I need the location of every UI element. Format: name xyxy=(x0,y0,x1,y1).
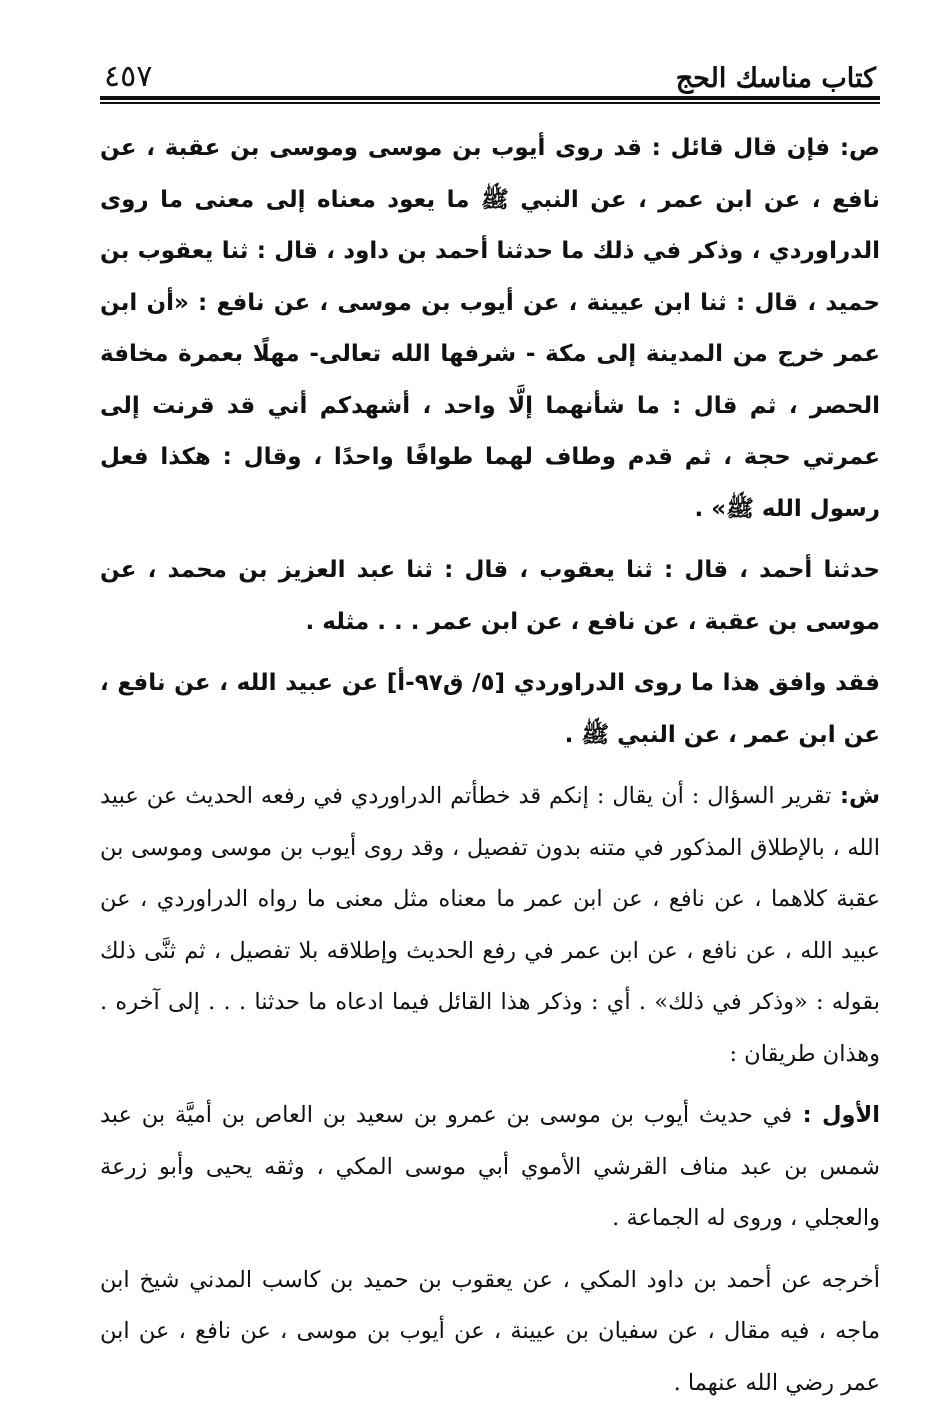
paragraph-sharh-takhrij xyxy=(100,1255,880,1409)
paragraph-text: حدثنا أحمد ، قال : ثنا يعقوب ، قال : ثنا عبد العزيز بن محمد ، عن موسى بن عقبة ، عن نافع ، عن ابن عمر . . . مثله . xyxy=(100,557,880,635)
paragraph-text: فإن قال قائل : قد روى أيوب بن موسى وموسى بن عقبة ، عن نافع ، عن ابن عمر ، عن النبي ﷺ ما يعود معناه إلى معنى ما روى الدراوردي ، وذكر في ذلك ما حدثنا أحمد بن داود ، قال : ثنا يعقوب بن حميد ، قال : ثنا ابن عيينة ، عن أيوب بن موسى ، عن نافع : «أن ابن عمر خرج من المدينة إلى مكة - شرفها الله تعالى- مهلًا بعمرة مخافة الحصر ، ثم قال : ما شأنهما إلَّا واحد ، أشهدكم أني قد قرنت إلى عمرتي حجة ، ثم قدم وطاف لهما طوافًا واحدًا ، وقال : هكذا فعل رسول الله ﷺ» . xyxy=(100,135,880,522)
page-body xyxy=(100,123,880,1409)
paragraph-marker: ش: xyxy=(831,783,880,809)
paragraph-sharh-first-route xyxy=(100,1090,880,1245)
paragraph-sharh-explanation xyxy=(100,771,880,1080)
header-rule-thick xyxy=(100,96,880,100)
paragraph-matn-second-chain xyxy=(100,545,880,648)
page-number: ٤٥٧ xyxy=(104,62,152,92)
paragraph-matn-question xyxy=(100,123,880,535)
paragraph-text: تقرير السؤال : أن يقال : إنكم قد خطأتم الدراوردي في رفعه الحديث عن عبيد الله ، بالإطلاق المذكور في متنه بدون تفصيل ، وقد روى أيوب بن موسى وموسى بن عقبة كلاهما ، عن نافع ، عن ابن عمر ما معناه مثل معنى ما رواه الدراوردي ، عن عبيد الله ، عن نافع ، عن ابن عمر في رفع الحديث وإطلاقه بلا تفصيل ، ثم ثنَّى ذلك بقوله : «وذكر في ذلك» . أي : وذكر هذا القائل فيما ادعاه ما حدثنا . . . إلى آخره . وهذان طريقان : xyxy=(100,783,880,1067)
header-rule-thin xyxy=(100,102,880,104)
paragraph-text: فقد وافق هذا ما روى الدراوردي [٥/ ق٩٧-أ] عن عبيد الله ، عن نافع ، عن ابن عمر ، عن النبي ﷺ . xyxy=(100,670,880,748)
paragraph-text: أخرجه عن أحمد بن داود المكي ، عن يعقوب بن حميد بن كاسب المدني شيخ ابن ماجه ، فيه مقال ، عن سفيان بن عيينة ، عن أيوب بن موسى ، عن نافع ، عن ابن عمر رضي الله عنهما . xyxy=(100,1267,880,1396)
header-rule xyxy=(100,96,880,105)
paragraph-matn-agreement xyxy=(100,658,880,761)
page-header xyxy=(100,40,880,96)
running-title: كتاب مناسك الحج xyxy=(676,65,876,92)
paragraph-marker: ص: xyxy=(830,135,880,161)
book-page xyxy=(100,40,880,1360)
paragraph-marker: الأول : xyxy=(792,1102,880,1128)
paragraph-text: في حديث أيوب بن موسى بن عمرو بن سعيد بن العاص بن أميَّة بن عبد شمس بن عبد مناف القرشي الأموي أبي موسى المكي ، وثقه يحيى وأبو زرعة والعجلي ، وروى له الجماعة . xyxy=(100,1102,880,1231)
